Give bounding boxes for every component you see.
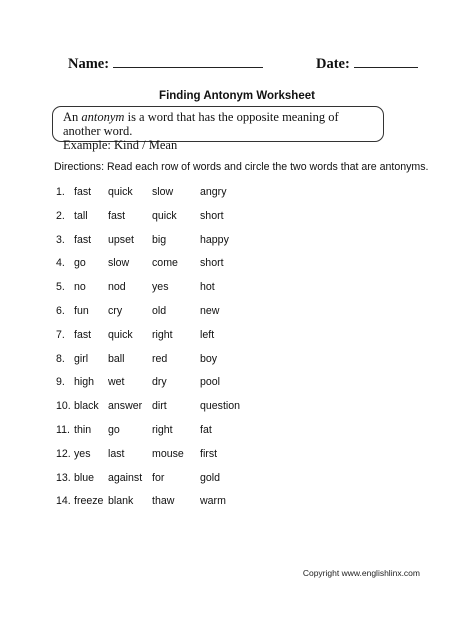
word-option[interactable]: warm (200, 495, 226, 508)
definition-term: antonym (81, 110, 125, 124)
word-option[interactable]: yes (74, 447, 91, 460)
word-option[interactable]: old (152, 304, 167, 317)
row-number: 14. (56, 495, 71, 508)
word-option[interactable]: answer (108, 400, 143, 413)
word-row (56, 257, 436, 281)
word-row (56, 234, 436, 258)
row-number: 1. (56, 186, 65, 198)
word-option[interactable]: happy (200, 233, 229, 246)
word-option[interactable]: no (74, 281, 86, 294)
word-row (56, 424, 436, 448)
word-option[interactable]: go (74, 257, 86, 270)
worksheet-title: Finding Antonym Worksheet (159, 90, 315, 102)
word-option[interactable]: fat (200, 423, 212, 436)
word-row (56, 400, 436, 424)
word-option[interactable]: slow (152, 186, 174, 198)
word-option[interactable]: quick (108, 186, 133, 198)
row-number: 8. (56, 352, 65, 365)
word-option[interactable]: go (108, 423, 120, 436)
definition-line (63, 110, 373, 138)
row-number: 12. (56, 447, 71, 460)
definition-prefix: An (63, 110, 82, 124)
word-row (56, 329, 436, 353)
word-option[interactable]: ball (108, 352, 125, 365)
word-row (56, 448, 436, 472)
word-option[interactable]: quick (108, 328, 133, 341)
word-option[interactable]: hot (200, 281, 215, 294)
word-option[interactable]: nod (108, 281, 126, 294)
row-number: 9. (56, 376, 65, 389)
word-option[interactable]: pool (200, 376, 221, 389)
word-option[interactable]: yes (152, 281, 169, 294)
word-option[interactable]: slow (108, 257, 130, 270)
word-option[interactable]: short (200, 209, 224, 222)
word-option[interactable]: freeze (74, 495, 104, 508)
word-row (56, 472, 436, 496)
date-label: Date: (316, 56, 350, 72)
word-option[interactable]: fun (74, 304, 89, 317)
word-option[interactable]: angry (200, 186, 227, 198)
date-field (316, 55, 418, 73)
word-option[interactable]: quick (152, 209, 177, 222)
word-option[interactable]: for (152, 471, 165, 484)
row-number: 7. (56, 328, 65, 341)
word-row (56, 353, 436, 377)
word-rows (56, 186, 436, 519)
row-number: 11. (56, 423, 70, 436)
word-option[interactable]: black (74, 400, 99, 413)
name-field (68, 55, 263, 73)
word-option[interactable]: thaw (152, 495, 175, 508)
example-line: Example: Kind / Mean (63, 138, 178, 152)
word-option[interactable]: mouse (152, 447, 184, 460)
date-blank-line[interactable] (354, 55, 418, 68)
row-number: 13. (56, 471, 71, 484)
word-option[interactable]: fast (74, 328, 92, 341)
row-number: 10. (56, 400, 71, 413)
word-option[interactable]: dry (152, 376, 167, 389)
name-label: Name: (68, 56, 110, 72)
name-blank-line[interactable] (113, 55, 263, 68)
word-option[interactable]: first (200, 447, 218, 460)
word-option[interactable]: right (152, 328, 173, 341)
definition-box (52, 106, 384, 152)
word-option[interactable]: wet (108, 376, 125, 389)
definition-text: is a word that has the opposite meaning of another word. (63, 110, 339, 138)
word-option[interactable]: blank (108, 495, 134, 508)
row-number: 4. (56, 257, 65, 270)
word-option[interactable]: last (108, 447, 125, 460)
row-number: 5. (56, 281, 65, 294)
word-row (56, 376, 436, 400)
word-option[interactable]: dirt (152, 400, 167, 413)
word-option[interactable]: come (152, 257, 178, 270)
word-option[interactable]: fast (74, 233, 92, 246)
word-option[interactable]: boy (200, 352, 218, 365)
word-option[interactable]: short (200, 257, 224, 270)
word-row (56, 186, 436, 210)
word-row (56, 281, 436, 305)
row-number: 6. (56, 304, 65, 317)
word-option[interactable]: fast (74, 186, 92, 198)
word-option[interactable]: tall (74, 209, 88, 222)
word-option[interactable]: gold (200, 471, 221, 484)
word-option[interactable]: blue (74, 471, 95, 484)
word-option[interactable]: new (200, 304, 220, 317)
row-number: 2. (56, 209, 65, 222)
word-row (56, 210, 436, 234)
word-option[interactable]: fast (108, 209, 126, 222)
word-option[interactable]: high (74, 376, 95, 389)
copyright-text: Copyright www.englishlinx.com (302, 568, 420, 578)
word-row (56, 495, 436, 519)
word-option[interactable]: thin (74, 423, 92, 436)
word-option[interactable]: girl (74, 352, 89, 365)
word-option[interactable]: right (152, 423, 173, 436)
word-option[interactable]: upset (108, 233, 134, 246)
word-option[interactable]: left (200, 328, 215, 341)
word-option[interactable]: red (152, 352, 168, 365)
word-option[interactable]: big (152, 233, 167, 246)
word-option[interactable]: cry (108, 304, 123, 317)
directions-text: Directions: Read each row of words and circle the two words that are antonyms. (54, 161, 429, 173)
row-number: 3. (56, 233, 65, 246)
word-option[interactable]: question (200, 400, 241, 413)
word-row (56, 305, 436, 329)
word-option[interactable]: against (108, 471, 143, 484)
